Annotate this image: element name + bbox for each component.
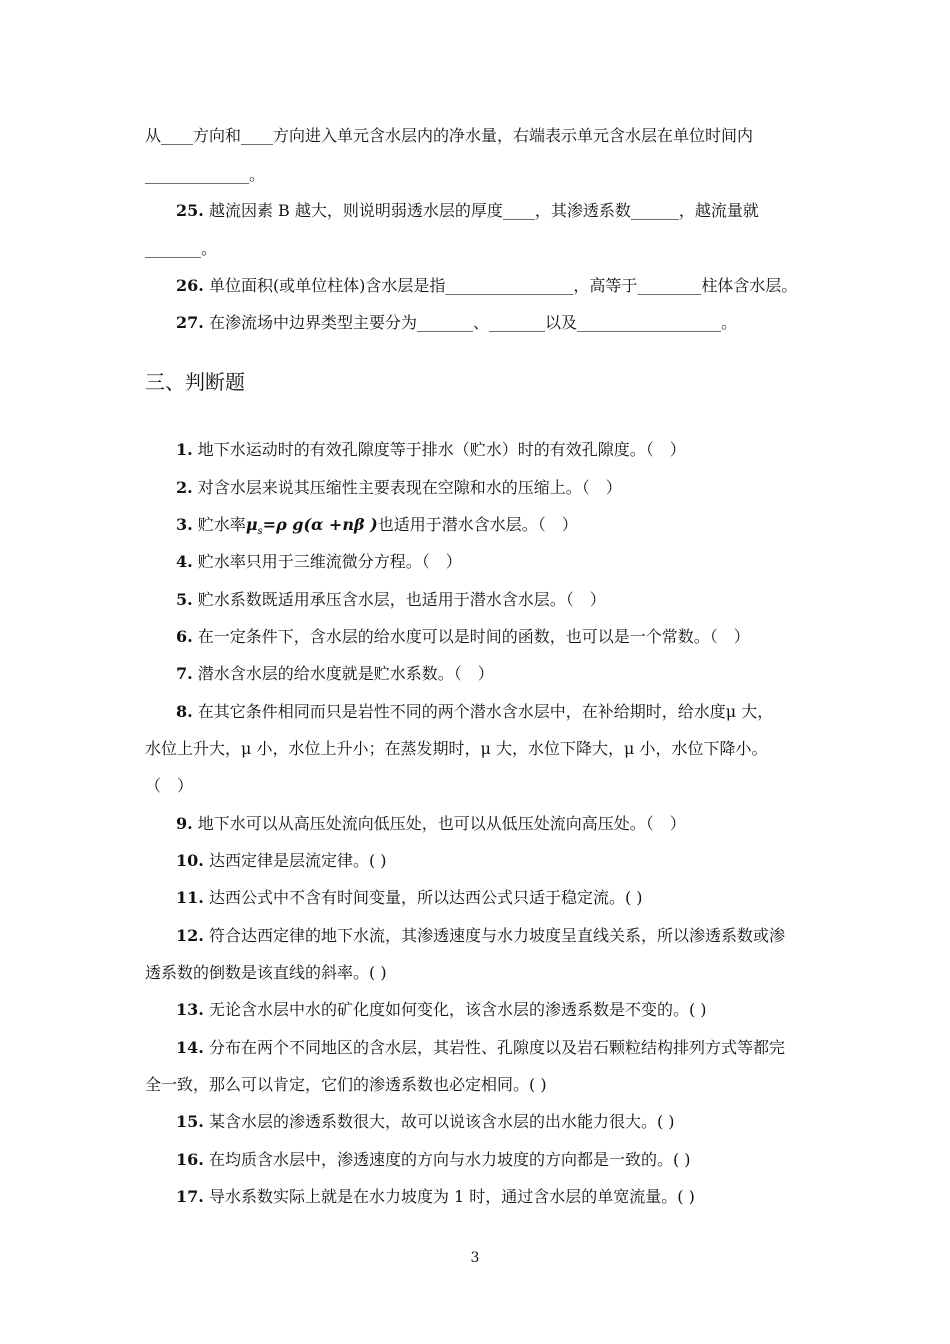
item-text-pre: 贮水率 (197, 515, 246, 534)
judgment-item-1 (176, 440, 810, 460)
formula-subscript: s (257, 526, 263, 537)
item-text: 潜水含水层的给水度就是贮水系数。（ ） (197, 664, 494, 683)
item-number: 9. (176, 814, 193, 833)
item-text: 无论含水层中水的矿化度如何变化，该含水层的渗透系数是不变的。( ) (208, 1000, 707, 1019)
item-text: 地下水可以从高压处流向低压处，也可以从低压处流向高压处。（ ） (197, 814, 686, 833)
question-number: 26. (176, 276, 204, 295)
item-number: 5. (176, 590, 193, 609)
item-continuation: 透系数的倒数是该直线的斜率。( ) (145, 963, 387, 982)
formula: =ρ g(α +nβ ) (262, 515, 378, 534)
question-number: 25. (176, 201, 204, 220)
item-text: 贮水系数既适用承压含水层，也适用于潜水含水层。（ ） (197, 590, 606, 609)
question-continuation: _______。 (145, 239, 218, 258)
text-line: 从____方向和____方向进入单元含水层内的净水量，右端表示单元含水层在单位时间内 (145, 126, 754, 145)
question-text: 单位面积(或单位柱体)含水层是指________________，高等于________柱体含水层。 (208, 276, 798, 295)
item-text: 达西定律是层流定律。( ) (208, 851, 387, 870)
item-number: 16. (176, 1150, 204, 1169)
item-text: 在均质含水层中，渗透速度的方向与水力坡度的方向都是一致的。( ) (208, 1150, 691, 1169)
item-number: 12. (176, 926, 204, 945)
item-number: 11. (176, 888, 204, 907)
judgment-item-14 (176, 1038, 810, 1058)
item-number: 6. (176, 627, 193, 646)
judgment-item-8 (176, 702, 810, 722)
section-heading: 三、判断题 (145, 370, 245, 394)
item-text: 分布在两个不同地区的含水层，其岩性、孔隙度以及岩石颗粒结构排列方式等都完 (208, 1038, 785, 1057)
item-number: 17. (176, 1187, 204, 1206)
item-text: 符合达西定律的地下水流，其渗透速度与水力坡度呈直线关系，所以渗透系数或渗 (208, 926, 785, 945)
item-text: 某含水层的渗透系数很大，故可以说该含水层的出水能力很大。( ) (208, 1112, 675, 1131)
item-continuation: （ ） (145, 776, 194, 795)
judgment-item-2 (176, 478, 810, 498)
item-text: 达西公式中不含有时间变量，所以达西公式只适于稳定流。( ) (208, 888, 643, 907)
item-number: 10. (176, 851, 204, 870)
item-text: 对含水层来说其压缩性主要表现在空隙和水的压缩上。（ ） (197, 478, 622, 497)
item-text: 贮水率只用于三维流微分方程。（ ） (197, 552, 462, 571)
item-text: 地下水运动时的有效孔隙度等于排水（贮水）时的有效孔隙度。（ ） (197, 440, 686, 459)
judgment-item-13 (176, 1000, 810, 1020)
judgment-item-4 (176, 552, 810, 572)
text-line: _____________。 (145, 165, 266, 184)
judgment-item-16 (176, 1150, 810, 1170)
question-text: 越流因素 B 越大，则说明弱透水层的厚度____，其渗透系数______，越流量就 (208, 201, 759, 220)
judgment-item-17 (176, 1187, 810, 1207)
question-number: 27. (176, 313, 204, 332)
item-number: 8. (176, 702, 193, 721)
question-text: 在渗流场中边界类型主要分为_______、_______以及__________________。 (208, 313, 737, 332)
judgment-item-5 (176, 590, 810, 610)
item-text-post: 也适用于潜水含水层。（ ） (377, 515, 578, 534)
item-text: 在其它条件相同而只是岩性不同的两个潜水含水层中，在补给期时，给水度μ 大， (197, 702, 774, 721)
question-27 (176, 313, 810, 333)
item-number: 13. (176, 1000, 204, 1019)
formula-mu: μ (245, 515, 258, 534)
judgment-item-3 (176, 515, 810, 542)
judgment-item-11 (176, 888, 810, 908)
item-number: 3. (176, 515, 193, 534)
question-26 (176, 276, 810, 296)
judgment-item-12 (176, 926, 810, 946)
judgment-item-10 (176, 851, 810, 871)
judgment-item-9 (176, 814, 810, 834)
question-25 (176, 201, 810, 221)
item-text: 在一定条件下，含水层的给水度可以是时间的函数，也可以是一个常数。（ ） (197, 627, 750, 646)
item-number: 7. (176, 664, 193, 683)
judgment-item-7 (176, 664, 810, 684)
judgment-item-15 (176, 1112, 810, 1132)
item-number: 14. (176, 1038, 204, 1057)
item-number: 2. (176, 478, 193, 497)
item-number: 15. (176, 1112, 204, 1131)
item-continuation: 全一致，那么可以肯定，它们的渗透系数也必定相同。( ) (145, 1075, 547, 1094)
page-number: 3 (470, 1250, 480, 1266)
item-number: 1. (176, 440, 193, 459)
item-continuation: 水位上升大，μ 小，水位上升小；在蒸发期时，μ 大，水位下降大，μ 小，水位下降小。 (145, 739, 768, 758)
item-text: 导水系数实际上就是在水力坡度为 1 时，通过含水层的单宽流量。( ) (208, 1187, 695, 1206)
item-number: 4. (176, 552, 193, 571)
judgment-item-6 (176, 627, 810, 647)
